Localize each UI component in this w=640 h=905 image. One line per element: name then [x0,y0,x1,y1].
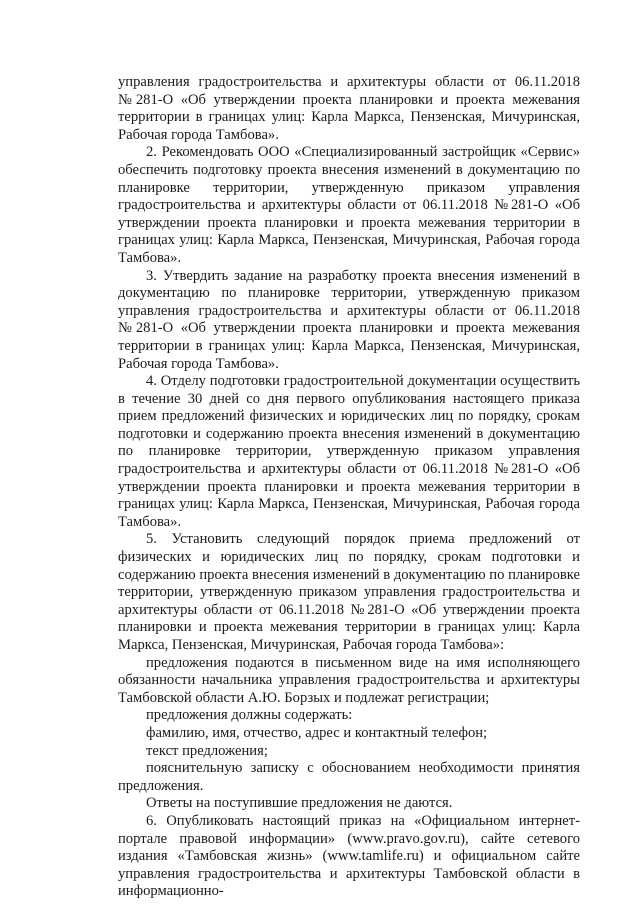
paragraph-5: 5. Установить следующий порядок приема предложений от физических и юридических лиц по порядку, срокам подготовки и содержанию проекта внесения изменений в документацию по планировке территории, утвержденную приказом управления градостроительства и архитектуры области от 06.11.2018 №281-О «Об утверждении проекта планировки и проекта межевания территории в границах улиц: Карла Маркса, Пензенская, Мичуринская, Рабочая города Тамбова»: [118,531,580,653]
paragraph-2: 2. Рекомендовать ООО «Специализированный застройщик «Сервис» обеспечить подготовку проекта внесения изменений в документацию по планировке территории, утвержденную приказом управления градостроительства и архитектуры области от 06.11.2018 №281-О «Об утверждении проекта планировки и проекта межевания территории в границах улиц: Карла Маркса, Пензенская, Мичуринская, Рабочая города Тамбова». [118,144,580,266]
paragraph-5-item-submission: предложения подаются в письменном виде на имя исполняющего обязанности начальника управления градостроительства и архитектуры Тамбовской области А.Ю. Борзых и подлежат регистрации; [118,654,580,706]
paragraph-5-answers: Ответы на поступившие предложения не даются. [146,795,453,812]
paragraph-3: 3. Утвердить задание на разработку проекта внесения изменений в документацию по планировке территории, утвержденную приказом управления градостроительства и архитектуры области от 06.11.2018 №281-О «Об утверждении проекта планировки и проекта межевания территории в границах улиц: Карла Маркса, Пензенская, Мичуринская, Рабочая города Тамбова». [118,267,580,372]
document-body [118,74,580,901]
paragraph-5-item-note: пояснительную записку с обоснованием необходимости принятия предложения. [118,760,580,794]
paragraph-5-item-text: текст предложения; [146,742,268,759]
paragraph-4: 4. Отделу подготовки градостроительной документации осуществить в течение 30 дней со дня первого опубликования настоящего приказа прием предложений физических и юридических лиц по порядку, срокам подготовки и содержанию проекта внесения изменений в документацию по планировке территории, утвержденную приказом управления градостроительства и архитектуры области от 06.11.2018 №281-О «Об утверждении проекта планировки и проекта межевания территории в границах улиц: Карла Маркса, Пензенская, Мичуринская, Рабочая города Тамбова». [118,373,580,530]
paragraph-5-item-contents: предложения должны содержать: [146,707,353,724]
paragraph-continuation: управления градостроительства и архитектуры области от 06.11.2018 №281-О «Об утверждении проекта планировки и проекта межевания территории в границах улиц: Карла Маркса, Пензенская, Мичуринская, Рабочая города Тамбова». [118,74,580,143]
paragraph-5-item-contact: фамилию, имя, отчество, адрес и контактный телефон; [146,724,488,741]
paragraph-6: 6. Опубликовать настоящий приказ на «Официальном интернет-портале правовой информации» (www.pravo.gov.ru), сайте сетевого издания «Тамбовская жизнь» (www.tamlife.ru) и официальном сайте управления градостроительства и архитектуры Тамбовской области в информационно- [118,812,580,900]
